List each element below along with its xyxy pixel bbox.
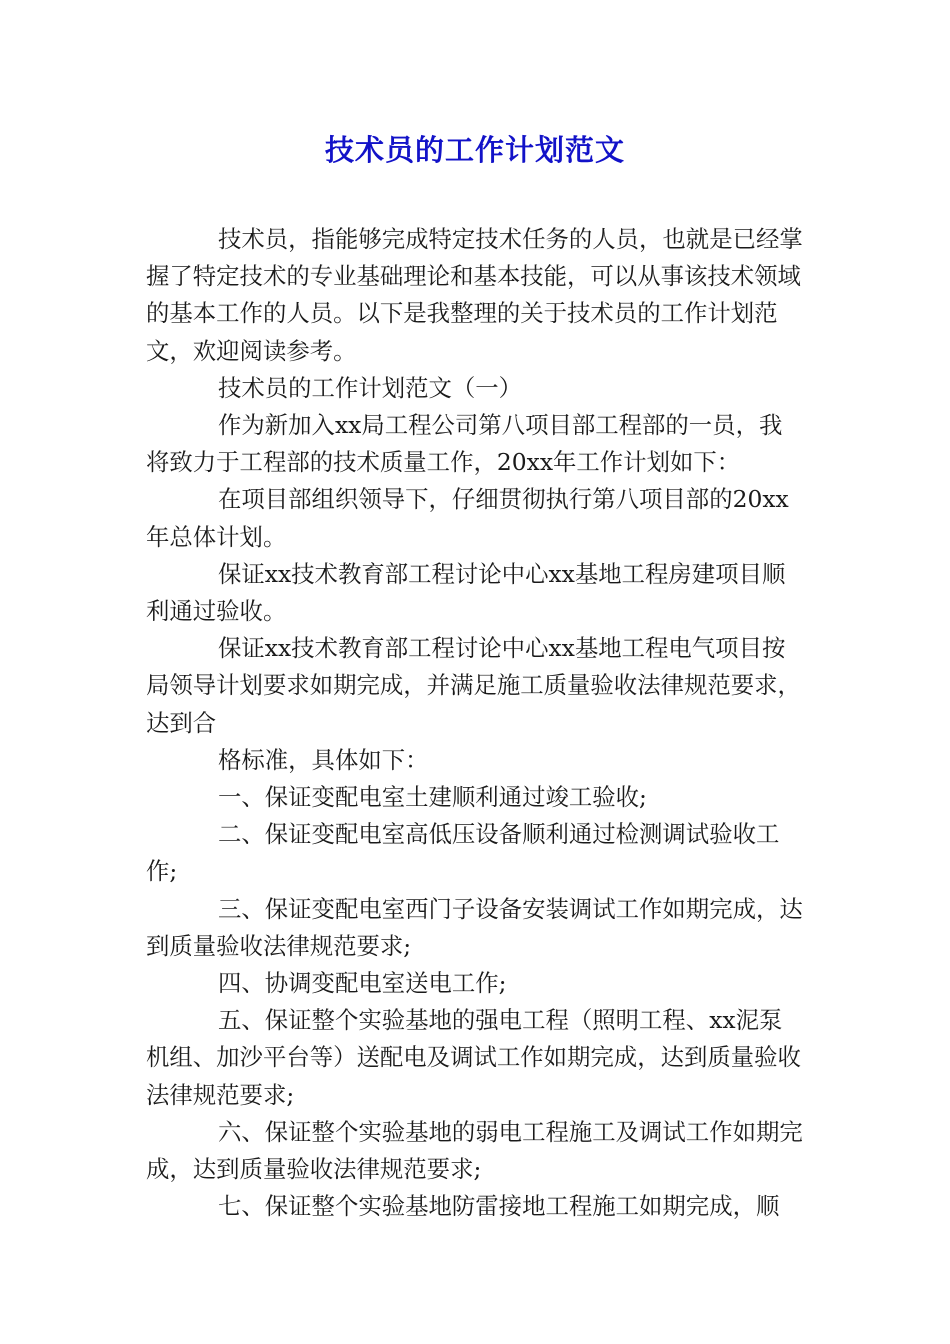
paragraph: 作为新加入xx局工程公司第八项目部工程部的一员，我将致力于工程部的技术质量工作，20xx年工作计划如下： [146,411,783,477]
paragraph-section-heading: 技术员的工作计划范文（一） [218,373,523,402]
list-item: 一、保证变配电室土建顺利通过竣工验收; [218,783,647,812]
paragraph: 保证xx技术教育部工程讨论中心xx基地工程房建项目顺利通过验收。 [146,559,786,626]
paragraph: 在项目部组织领导下，仔细贯彻执行第八项目部的20xx年总体计划。 [146,485,789,551]
paragraph: 格标准，具体如下： [218,745,429,774]
list-item: 六、保证整个实验基地的弱电工程施工及调试工作如期完成，达到质量验收法律规范要求; [146,1117,803,1184]
list-item: 五、保证整个实验基地的强电工程（照明工程、xx泥泵机组、加沙平台等）送配电及调试工作如期完成，达到质量验收法律规范要求; [146,1006,801,1109]
document-body [146,221,804,1225]
document-title: 技术员的工作计划范文 [324,133,625,167]
list-item: 三、保证变配电室西门子设备安装调试工作如期完成，达到质量验收法律规范要求; [146,894,803,960]
paragraph: 保证xx技术教育部工程讨论中心xx基地工程电气项目按局领导计划要求如期完成，并满足施工质量验收法律规范要求，达到合 [146,634,801,737]
list-item: 四、协调变配电室送电工作; [218,969,507,998]
list-item: 二、保证变配电室高低压设备顺利通过检测调试验收工作; [146,820,780,886]
paragraph-intro: 技术员，指能够完成特定技术任务的人员，也就是已经掌握了特定技术的专业基础理论和基本技能，可以从事该技术领域的基本工作的人员。以下是我整理的关于技术员的工作计划范文，欢迎阅读参考。 [146,225,803,365]
list-item: 七、保证整个实验基地防雷接地工程施工如期完成，顺 [218,1192,780,1221]
